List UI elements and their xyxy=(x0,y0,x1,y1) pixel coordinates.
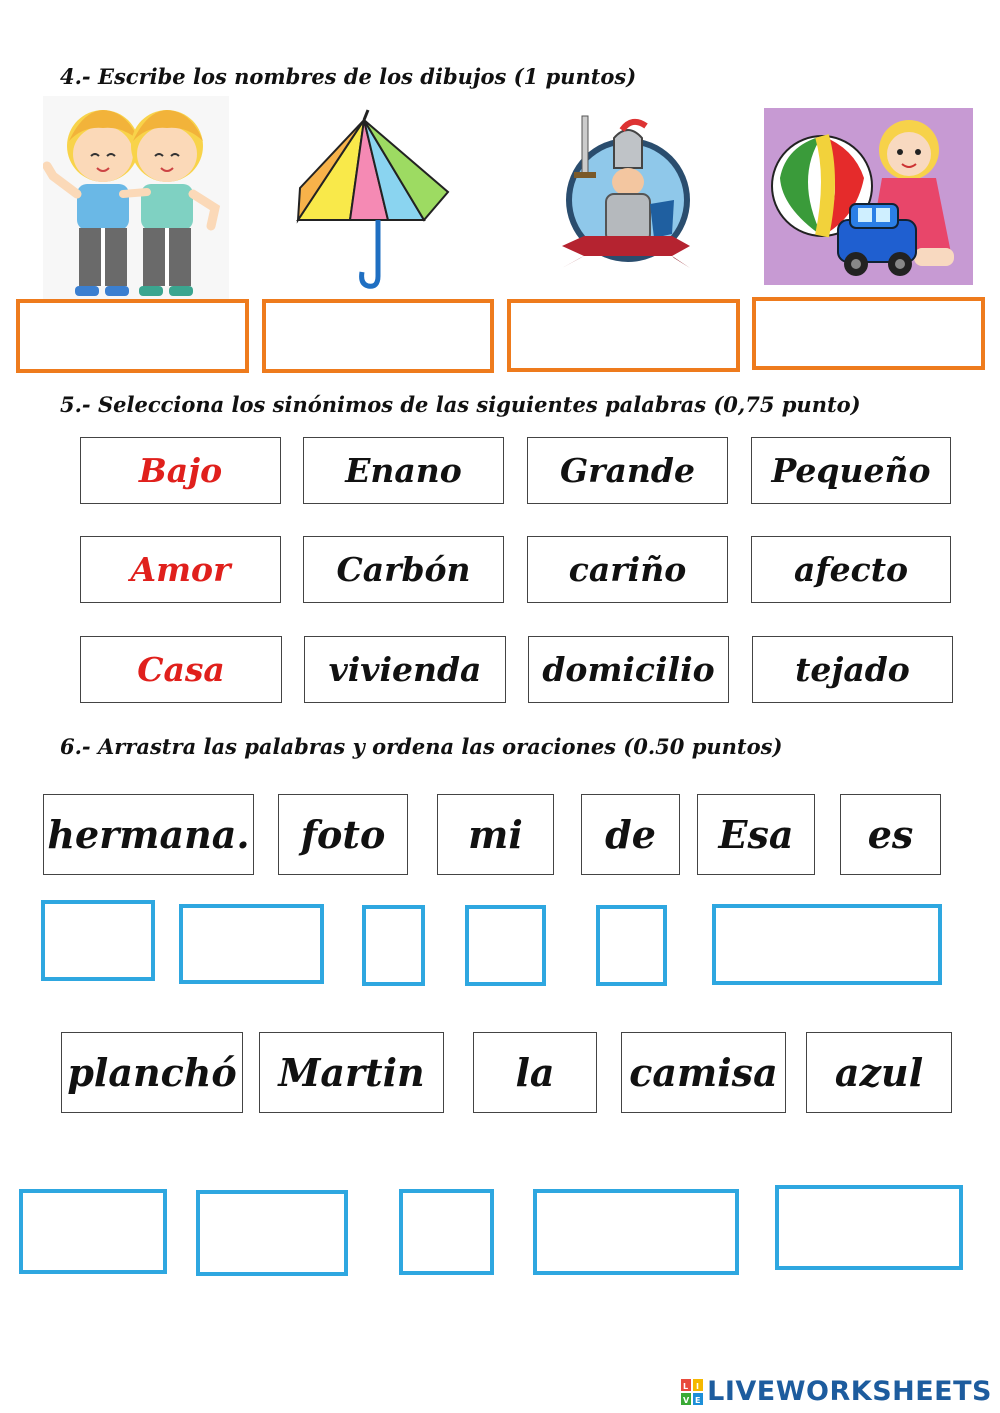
section6-heading: 6.- Arrastra las palabras y ordena las oraciones (0.50 puntos) xyxy=(60,734,783,759)
liveworksheets-brand xyxy=(681,1376,992,1407)
answer-field-2[interactable] xyxy=(262,299,494,373)
draggable-word[interactable]: foto xyxy=(278,794,408,875)
svg-text:I: I xyxy=(696,1381,700,1391)
synonym-option[interactable]: vivienda xyxy=(304,636,506,703)
drop-target[interactable] xyxy=(775,1185,963,1270)
drop-target[interactable] xyxy=(179,904,324,984)
synonym-option[interactable]: domicilio xyxy=(528,636,729,703)
draggable-word[interactable]: Martin xyxy=(259,1032,444,1113)
draggable-word[interactable]: hermana. xyxy=(43,794,254,875)
drop-target[interactable] xyxy=(19,1189,167,1274)
synonym-option[interactable]: tejado xyxy=(752,636,953,703)
drop-target[interactable] xyxy=(465,905,546,986)
synonym-option[interactable]: Enano xyxy=(303,437,504,504)
answer-field-3[interactable] xyxy=(507,299,740,372)
synonym-option[interactable]: cariño xyxy=(527,536,728,603)
svg-text:E: E xyxy=(695,1395,701,1405)
drop-target[interactable] xyxy=(196,1190,348,1276)
draggable-word[interactable]: azul xyxy=(806,1032,952,1113)
drop-target[interactable] xyxy=(533,1189,739,1275)
synonym-key-word: Casa xyxy=(80,636,282,703)
synonym-option[interactable]: Grande xyxy=(527,437,728,504)
synonym-key-word: Bajo xyxy=(80,437,281,504)
synonym-option[interactable]: afecto xyxy=(751,536,951,603)
svg-text:L: L xyxy=(683,1381,689,1391)
drop-target[interactable] xyxy=(399,1189,494,1275)
knight-icon xyxy=(556,108,694,282)
synonym-option[interactable]: Carbón xyxy=(303,536,504,603)
draggable-word[interactable]: mi xyxy=(437,794,554,875)
twins-icon xyxy=(43,96,229,300)
toys-icon xyxy=(764,108,973,285)
synonym-option[interactable]: Pequeño xyxy=(751,437,951,504)
umbrella-icon xyxy=(288,108,454,294)
draggable-word[interactable]: de xyxy=(581,794,680,875)
liveworksheets-logo-icon xyxy=(681,1379,703,1405)
svg-text:V: V xyxy=(683,1395,690,1405)
drop-target[interactable] xyxy=(362,905,425,986)
drop-target[interactable] xyxy=(41,900,155,981)
section4-heading: 4.- Escribe los nombres de los dibujos (1 puntos) xyxy=(60,64,637,89)
answer-field-4[interactable] xyxy=(752,297,985,370)
synonym-key-word: Amor xyxy=(80,536,281,603)
draggable-word[interactable]: la xyxy=(473,1032,597,1113)
drop-target[interactable] xyxy=(712,904,942,985)
section5-heading: 5.- Selecciona los sinónimos de las siguientes palabras (0,75 punto) xyxy=(60,392,861,417)
draggable-word[interactable]: Esa xyxy=(697,794,815,875)
brand-name: LIVEWORKSHEETS xyxy=(707,1376,992,1407)
draggable-word[interactable]: es xyxy=(840,794,941,875)
drop-target[interactable] xyxy=(596,905,667,986)
answer-field-1[interactable] xyxy=(16,299,249,373)
draggable-word[interactable]: camisa xyxy=(621,1032,786,1113)
draggable-word[interactable]: planchó xyxy=(61,1032,243,1113)
